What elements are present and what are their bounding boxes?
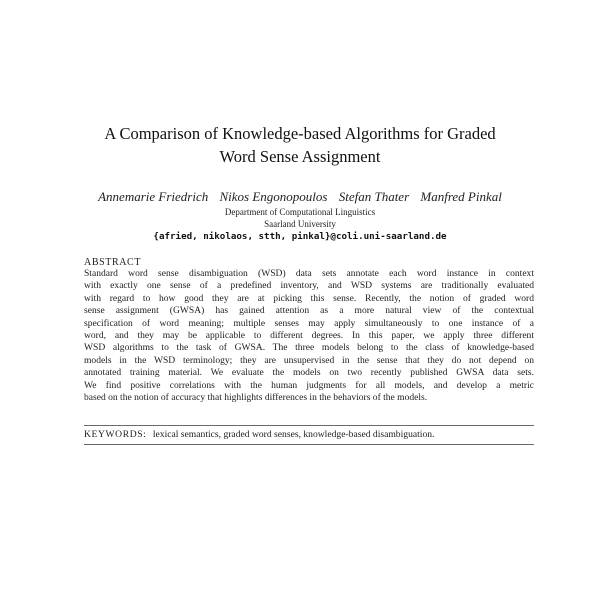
abstract-line: WSD algorithms to the task of GWSA. The three models belong to the class of knowledge-based [84,342,534,354]
title-line-1: A Comparison of Knowledge-based Algorithms for Graded [104,124,496,143]
abstract-line: models in the WSD terminology; they are unsupervised in the sense that they do not depend on [84,354,534,366]
keywords-label: KEYWORDS: [84,429,147,440]
abstract-line: with exactly one sense of a predefined inventory, and WSD systems are traditionally evaluated [84,280,534,292]
affiliation-department: Department of Computational Linguistics [224,207,376,217]
author-name: Nikos Engonopoulos [219,189,328,204]
author-name: Manfred Pinkal [420,189,502,204]
keywords-text: lexical semantics, graded word senses, knowledge-based disambiguation. [152,429,435,440]
abstract-line: Standard word sense disambiguation (WSD) data sets annotate each word instance in context [84,268,534,279]
keywords-rule-bottom [84,444,534,445]
abstract-line: based on the notion of accuracy that highlights differences in the behaviors of the models. [84,392,428,404]
abstract-line: with regard to how good they are at picking this sense. Recently, the notion of graded word [84,292,534,304]
author-emails: {afried, nikolaos, stth, pinkal}@coli.uni-saarland.de [153,231,447,242]
keywords-rule-top [84,425,534,426]
affiliation-university: Saarland University [264,219,336,229]
keywords [84,429,534,441]
abstract-line: We find positive correlations with the human judgments for all models, and develop a metric [84,379,534,391]
author-list [60,189,540,205]
abstract-line: word, and they may be applicable to different degrees. In this paper, we apply three different [84,330,534,342]
abstract-line: specification of word meaning; multiple senses may apply simultaneously to one instance of a [84,317,534,329]
abstract-heading: ABSTRACT [84,257,142,268]
author-name: Annemarie Friedrich [98,189,209,204]
paper-title [60,122,540,168]
abstract-line: annotated training material. We evaluate the models on two recently published GWSA data sets. [84,367,534,379]
abstract-body [84,268,534,404]
author-name: Stefan Thater [338,189,410,204]
abstract-line: sense assignment (GWSA) has gained attention as a more natural view of the contextual [84,305,534,317]
title-line-2: Word Sense Assignment [219,147,381,166]
